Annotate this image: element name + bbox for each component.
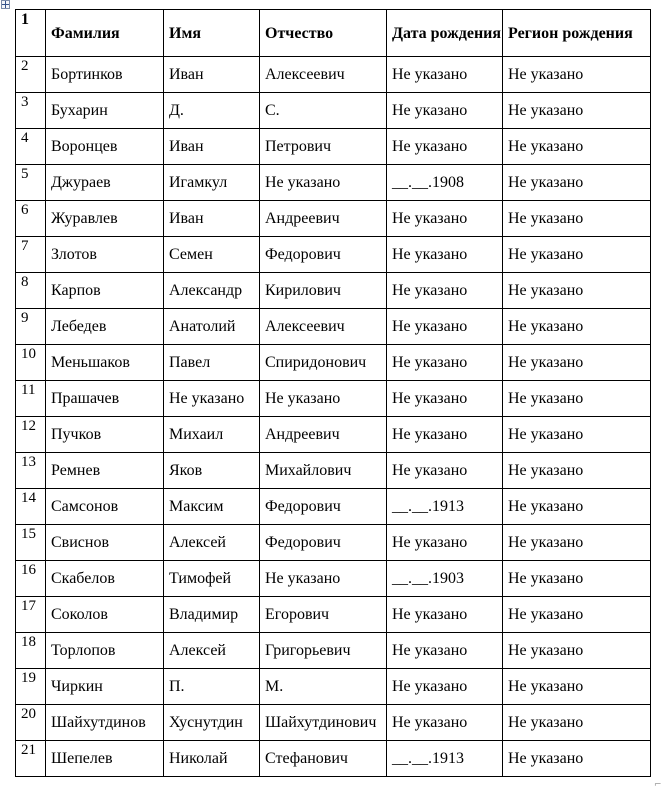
cell-birth-date: Не указано — [387, 93, 503, 129]
cell-name: Иван — [164, 129, 260, 165]
cell-patronymic: Григорьевич — [260, 633, 387, 669]
cell-birth-date: __.__.1913 — [387, 489, 503, 525]
header-name: Имя — [164, 10, 260, 57]
cell-patronymic: Андреевич — [260, 417, 387, 453]
header-surname: Фамилия — [46, 10, 164, 57]
cell-surname: Соколов — [46, 597, 164, 633]
cell-birth-date: Не указано — [387, 525, 503, 561]
cell-birth-region: Не указано — [503, 129, 651, 165]
header-birth-region: Регион рождения — [503, 10, 651, 57]
table-row — [16, 273, 651, 309]
cell-name: Иван — [164, 57, 260, 93]
cell-patronymic: Михайлович — [260, 453, 387, 489]
cell-name: Не указано — [164, 381, 260, 417]
cell-surname: Скабелов — [46, 561, 164, 597]
cell-name: Александр — [164, 273, 260, 309]
cell-surname: Воронцев — [46, 129, 164, 165]
table-row — [16, 129, 651, 165]
cell-birth-region: Не указано — [503, 417, 651, 453]
cell-birth-region: Не указано — [503, 489, 651, 525]
cell-surname: Карпов — [46, 273, 164, 309]
cell-number: 15 — [16, 525, 46, 561]
cell-patronymic: Не указано — [260, 381, 387, 417]
cell-birth-date: Не указано — [387, 237, 503, 273]
cell-number: 10 — [16, 345, 46, 381]
header-patronymic: Отчество — [260, 10, 387, 57]
people-table — [15, 9, 651, 777]
cell-birth-date: Не указано — [387, 381, 503, 417]
table-row — [16, 345, 651, 381]
cell-birth-date: Не указано — [387, 669, 503, 705]
cell-number: 17 — [16, 597, 46, 633]
cell-surname: Торлопов — [46, 633, 164, 669]
cell-surname: Бухарин — [46, 93, 164, 129]
cell-birth-region: Не указано — [503, 309, 651, 345]
table-header-row — [16, 10, 651, 57]
cell-birth-region: Не указано — [503, 201, 651, 237]
cell-number: 3 — [16, 93, 46, 129]
cell-patronymic: Петрович — [260, 129, 387, 165]
cell-birth-date: Не указано — [387, 417, 503, 453]
cell-surname: Прашачев — [46, 381, 164, 417]
cell-number: 7 — [16, 237, 46, 273]
table-row — [16, 93, 651, 129]
cell-surname: Журавлев — [46, 201, 164, 237]
table-row — [16, 633, 651, 669]
cell-patronymic: Егорович — [260, 597, 387, 633]
table-row — [16, 741, 651, 777]
cell-number: 5 — [16, 165, 46, 201]
cell-name: Максим — [164, 489, 260, 525]
cell-patronymic: Федорович — [260, 237, 387, 273]
cell-birth-region: Не указано — [503, 561, 651, 597]
table-row — [16, 705, 651, 741]
cell-birth-date: Не указано — [387, 309, 503, 345]
cell-name: Семен — [164, 237, 260, 273]
cell-birth-region: Не указано — [503, 705, 651, 741]
cell-surname: Джураев — [46, 165, 164, 201]
cell-name: Владимир — [164, 597, 260, 633]
cell-birth-date: Не указано — [387, 597, 503, 633]
table-row — [16, 417, 651, 453]
cell-patronymic: Стефанович — [260, 741, 387, 777]
cell-surname: Злотов — [46, 237, 164, 273]
cell-surname: Шайхутдинов — [46, 705, 164, 741]
cell-birth-date: Не указано — [387, 57, 503, 93]
cell-patronymic: Не указано — [260, 165, 387, 201]
cell-name: Алексей — [164, 525, 260, 561]
cell-birth-date: __.__.1908 — [387, 165, 503, 201]
cell-surname: Пучков — [46, 417, 164, 453]
cell-birth-date: Не указано — [387, 705, 503, 741]
cell-birth-region: Не указано — [503, 93, 651, 129]
cell-birth-region: Не указано — [503, 597, 651, 633]
cell-number: 20 — [16, 705, 46, 741]
table-row — [16, 669, 651, 705]
table-row — [16, 165, 651, 201]
cell-patronymic: Андреевич — [260, 201, 387, 237]
cell-number: 21 — [16, 741, 46, 777]
table-resize-handle-icon[interactable]: ⌐ — [654, 780, 662, 790]
cell-name: Михаил — [164, 417, 260, 453]
cell-name: Алексей — [164, 633, 260, 669]
cell-patronymic: М. — [260, 669, 387, 705]
table-row — [16, 453, 651, 489]
cell-patronymic: С. — [260, 93, 387, 129]
cell-surname: Лебедев — [46, 309, 164, 345]
cell-birth-region: Не указано — [503, 165, 651, 201]
table-row — [16, 597, 651, 633]
cell-surname: Свиснов — [46, 525, 164, 561]
table-move-handle-icon[interactable] — [1, 0, 10, 9]
cell-number: 13 — [16, 453, 46, 489]
cell-birth-date: Не указано — [387, 201, 503, 237]
cell-birth-region: Не указано — [503, 345, 651, 381]
cell-birth-region: Не указано — [503, 453, 651, 489]
cell-number: 16 — [16, 561, 46, 597]
cell-number: 12 — [16, 417, 46, 453]
table-row — [16, 237, 651, 273]
cell-surname: Бортинков — [46, 57, 164, 93]
cell-number: 8 — [16, 273, 46, 309]
table-row — [16, 489, 651, 525]
cell-birth-region: Не указано — [503, 633, 651, 669]
cell-birth-date: Не указано — [387, 273, 503, 309]
cell-birth-date: __.__.1903 — [387, 561, 503, 597]
cell-birth-region: Не указано — [503, 57, 651, 93]
cell-patronymic: Шайхутдинович — [260, 705, 387, 741]
cell-patronymic: Алексеевич — [260, 57, 387, 93]
cell-birth-date: Не указано — [387, 453, 503, 489]
table-row — [16, 561, 651, 597]
cell-patronymic: Алексеевич — [260, 309, 387, 345]
cell-surname: Ремнев — [46, 453, 164, 489]
cell-birth-region: Не указано — [503, 381, 651, 417]
cell-number: 2 — [16, 57, 46, 93]
table-row — [16, 309, 651, 345]
cell-patronymic: Спиридонович — [260, 345, 387, 381]
cell-birth-date: Не указано — [387, 345, 503, 381]
cell-name: Николай — [164, 741, 260, 777]
cell-patronymic: Не указано — [260, 561, 387, 597]
table-row — [16, 57, 651, 93]
cell-number: 9 — [16, 309, 46, 345]
header-birth-date: Дата рождения — [387, 10, 503, 57]
cell-name: Анатолий — [164, 309, 260, 345]
cell-name: Тимофей — [164, 561, 260, 597]
cell-birth-date: Не указано — [387, 129, 503, 165]
cell-surname: Самсонов — [46, 489, 164, 525]
cell-number: 11 — [16, 381, 46, 417]
header-number: 1 — [16, 10, 46, 57]
table-row — [16, 525, 651, 561]
cell-name: П. — [164, 669, 260, 705]
cell-patronymic: Федорович — [260, 489, 387, 525]
cell-birth-region: Не указано — [503, 273, 651, 309]
cell-surname: Шепелев — [46, 741, 164, 777]
cell-number: 18 — [16, 633, 46, 669]
cell-number: 4 — [16, 129, 46, 165]
cell-name: Хуснутдин — [164, 705, 260, 741]
cell-name: Д. — [164, 93, 260, 129]
cell-name: Игамкул — [164, 165, 260, 201]
cell-surname: Меньшаков — [46, 345, 164, 381]
cell-name: Яков — [164, 453, 260, 489]
table-row — [16, 201, 651, 237]
cell-name: Павел — [164, 345, 260, 381]
cell-surname: Чиркин — [46, 669, 164, 705]
cell-birth-region: Не указано — [503, 669, 651, 705]
cell-number: 19 — [16, 669, 46, 705]
cell-birth-date: __.__.1913 — [387, 741, 503, 777]
cell-birth-region: Не указано — [503, 525, 651, 561]
table-row — [16, 381, 651, 417]
cell-patronymic: Кирилович — [260, 273, 387, 309]
cell-number: 6 — [16, 201, 46, 237]
cell-birth-region: Не указано — [503, 741, 651, 777]
cell-number: 14 — [16, 489, 46, 525]
cell-name: Иван — [164, 201, 260, 237]
cell-birth-date: Не указано — [387, 633, 503, 669]
cell-patronymic: Федорович — [260, 525, 387, 561]
cell-birth-region: Не указано — [503, 237, 651, 273]
